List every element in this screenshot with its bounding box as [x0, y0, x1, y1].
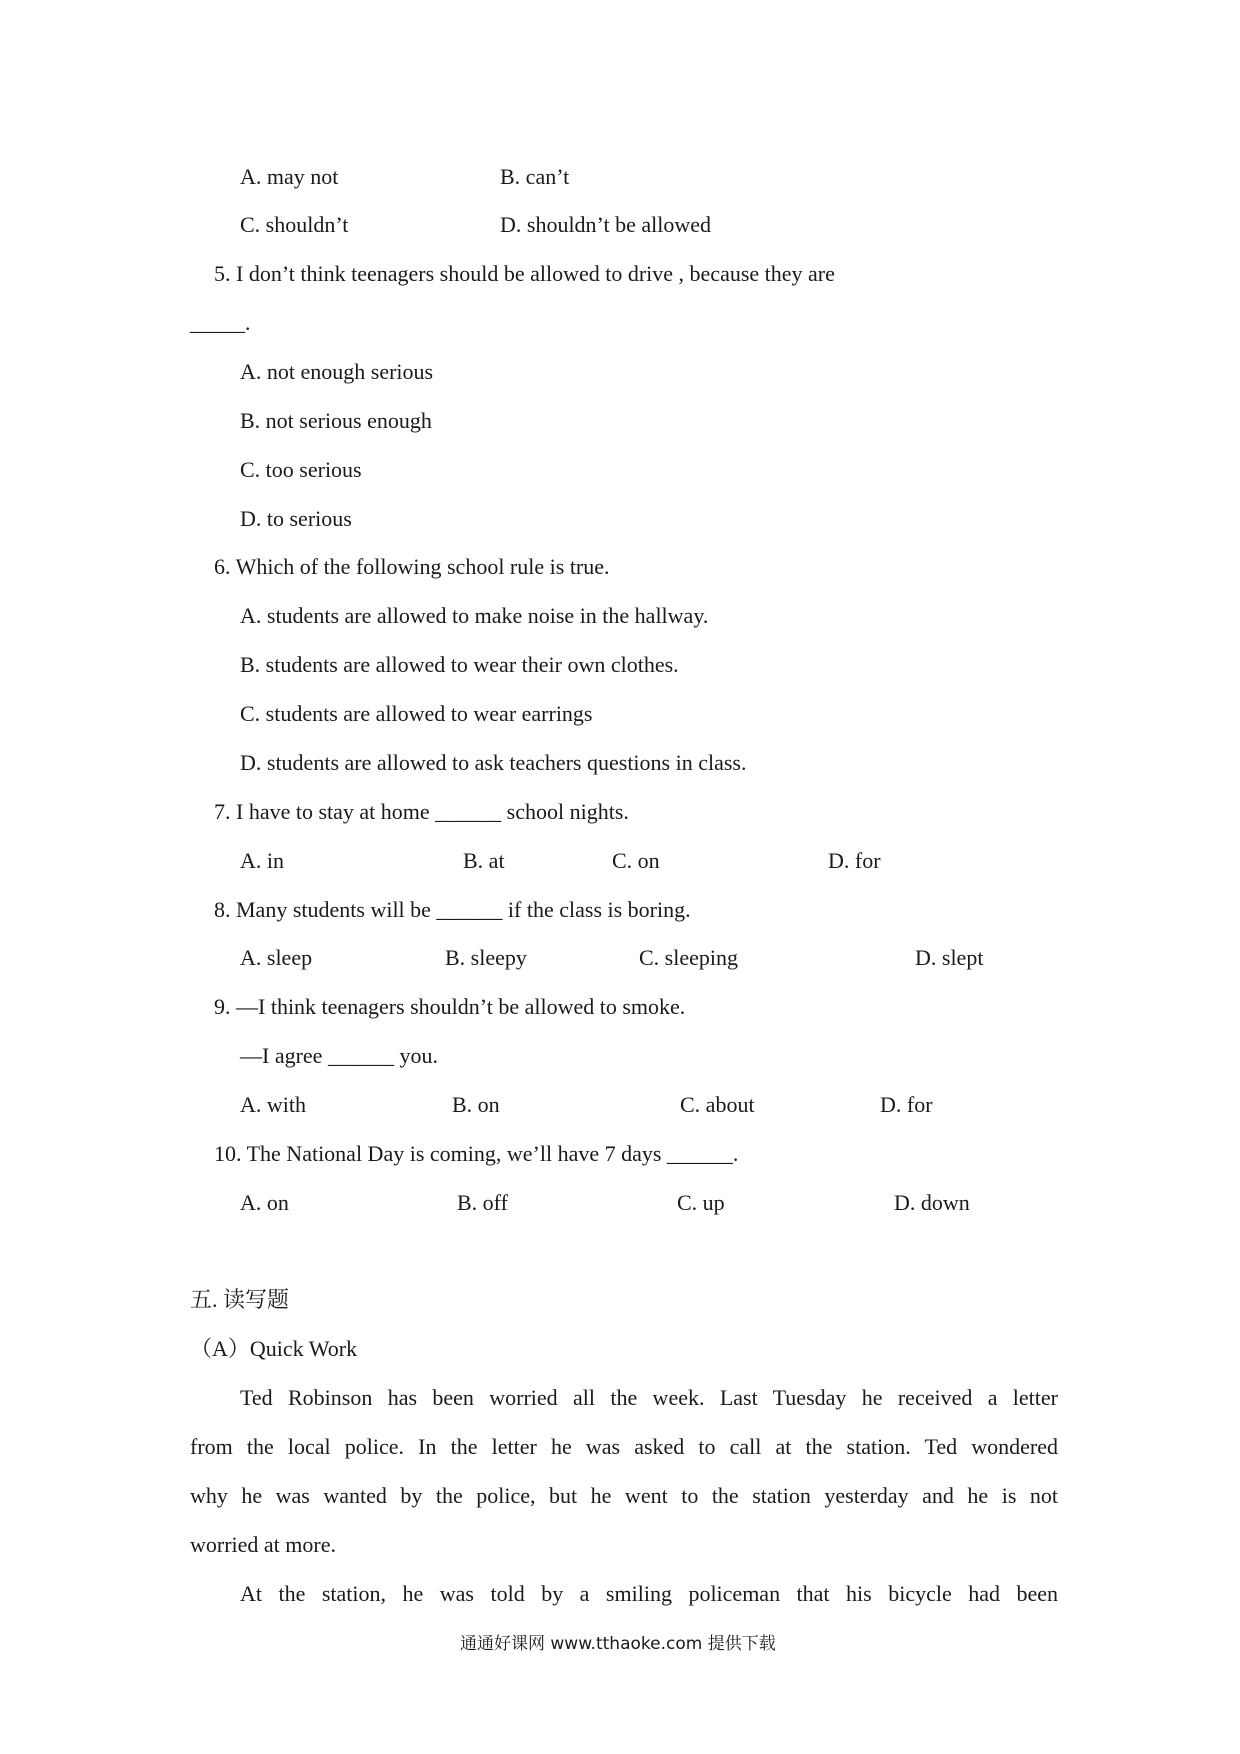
q7-option-b: B. at: [463, 848, 505, 873]
paragraph1-line: from the local police. In the letter he was asked to call at the station. Ted wondered: [190, 1434, 1058, 1459]
q4-option-b: B. can’t: [500, 164, 570, 189]
paragraph2-line: At the station, he was told by a smiling policeman that his bicycle had been: [240, 1581, 1058, 1606]
paragraph1-line: Ted Robinson has been worried all the week. Last Tuesday he received a letter: [240, 1385, 1058, 1410]
q6-option-c: C. students are allowed to wear earrings: [240, 701, 593, 726]
q5-option-c: C. too serious: [240, 457, 362, 482]
page-footer: 通通好课网 www.tthaoke.com 提供下载: [460, 1634, 776, 1654]
q9-option-c: C. about: [680, 1092, 755, 1117]
q8-option-a: A. sleep: [240, 945, 313, 970]
q7-option-c: C. on: [612, 848, 660, 873]
q6-option-d: D. students are allowed to ask teachers questions in class.: [240, 750, 747, 775]
q10-option-a: A. on: [240, 1190, 289, 1215]
q5-question: 5. I don’t think teenagers should be allowed to drive , because they are: [214, 261, 835, 286]
q4-option-d: D. shouldn’t be allowed: [500, 212, 712, 237]
q7-question: 7. I have to stay at home ______ school nights.: [214, 799, 629, 824]
q9-reply: —I agree ______ you.: [240, 1043, 438, 1068]
q9-question: 9. —I think teenagers shouldn’t be allowed to smoke.: [214, 994, 686, 1019]
section-subheading: （A）Quick Work: [190, 1336, 358, 1361]
q9-option-d: D. for: [880, 1092, 933, 1117]
paragraph1-line: worried at more.: [190, 1532, 336, 1557]
q4-option-c: C. shouldn’t: [240, 212, 349, 237]
q10-option-b: B. off: [457, 1190, 508, 1215]
q9-option-b: B. on: [452, 1092, 500, 1117]
q6-option-b: B. students are allowed to wear their own clothes.: [240, 652, 679, 677]
q5-option-b: B. not serious enough: [240, 408, 432, 433]
q8-question: 8. Many students will be ______ if the class is boring.: [214, 897, 691, 922]
q7-option-d: D. for: [828, 848, 881, 873]
paragraph1-line: why he was wanted by the police, but he went to the station yesterday and he is not: [190, 1483, 1058, 1508]
q7-option-a: A. in: [240, 848, 284, 873]
q6-option-a: A. students are allowed to make noise in the hallway.: [240, 603, 709, 628]
q6-question: 6. Which of the following school rule is true.: [214, 554, 610, 579]
q10-option-d: D. down: [894, 1190, 970, 1215]
q10-question: 10. The National Day is coming, we’ll have 7 days ______.: [214, 1141, 739, 1166]
q10-option-c: C. up: [677, 1190, 725, 1215]
q9-option-a: A. with: [240, 1092, 306, 1117]
q5-blank: _____.: [190, 310, 251, 335]
q5-option-d: D. to serious: [240, 506, 352, 531]
q4-option-a: A. may not: [240, 164, 339, 189]
q8-option-d: D. slept: [915, 945, 984, 970]
section-heading: 五. 读写题: [190, 1287, 290, 1312]
q8-option-b: B. sleepy: [445, 945, 527, 970]
q5-option-a: A. not enough serious: [240, 359, 434, 384]
q8-option-c: C. sleeping: [639, 945, 738, 970]
